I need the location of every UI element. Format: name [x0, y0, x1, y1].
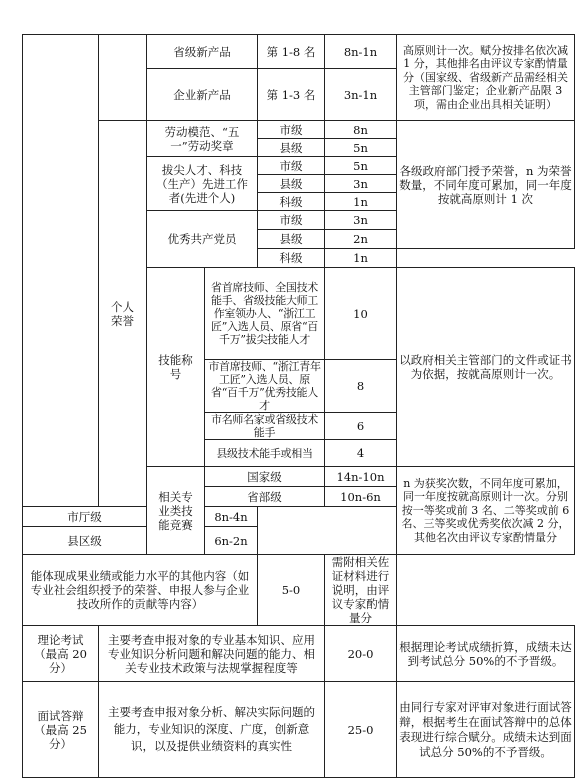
provincial-product-score: 8n-1n [325, 35, 397, 69]
table-row [23, 682, 575, 778]
contest-label: 相关专业类技能竞赛 [147, 467, 205, 555]
table-row [23, 35, 575, 69]
other-achievement-desc: 能体现成果业绩或能力水平的其他内容（如专业社会组织授予的荣誉、申报人参与企业技改所作的贡献等内容） [23, 555, 258, 626]
score-cell: 3n [325, 211, 397, 230]
theory-exam-label: 理论考试（最高 20 分） [23, 626, 99, 682]
score-cell: 5n [325, 157, 397, 175]
contest-note: n 为获奖次数，不同年度可累加，同一年度按就高原则计一次。分别按一等奖或前 3 名、二等奖或前 6 名、三等奖或优秀奖依次减 2 分，其他名次由评议专家酌情量分 [397, 467, 575, 555]
level-cell: 市级 [258, 157, 325, 175]
provincial-product-label: 省级新产品 [147, 35, 258, 69]
level-cell: 县级 [258, 175, 325, 193]
theory-exam-desc: 主要考查申报对象的专业基本知识、应用专业知识分析问题和解决问题的能力、相关专业技术政策与法规掌握程度等 [99, 626, 325, 682]
skill-item-desc: 市名师名家或省级技术能手 [205, 413, 325, 440]
score-cell: 14n-10n [325, 467, 397, 487]
provincial-product-rank: 第 1-8 名 [258, 35, 325, 69]
level-cell: 国家级 [205, 467, 325, 487]
level-cell: 市级 [258, 121, 325, 139]
level-cell: 省部级 [205, 487, 325, 507]
theory-exam-note: 根据理论考试成绩折算，成绩未达到考试总分 50%的不予晋级。 [397, 626, 575, 682]
gov-honor-note: 各级政府部门授予荣誉，n 为荣誉数量，不同年度可累加，同一年度按就高原则计 1 次 [397, 121, 575, 249]
table-row [23, 121, 575, 139]
enterprise-product-label: 企业新产品 [147, 69, 258, 121]
score-cell: 6n-2n [205, 527, 258, 555]
score-cell: 8n [325, 121, 397, 139]
skill-item-desc: 省首席技师、全国技术能手、省级技能大师工作室领办人、“浙江工匠”入选人员、原省“百千万”拔尖技能人才 [205, 268, 325, 360]
personal-honor-label: 个人荣誉 [99, 121, 147, 507]
table-row [23, 555, 575, 626]
interview-label: 面试答辩（最高 25 分） [23, 682, 99, 778]
interview-note: 由同行专家对评审对象进行面试答辩，根据考生在面试答辩中的总体表现进行综合赋分。成绩未达到面试总分 50%的不予晋级。 [397, 682, 575, 778]
level-cell: 市厅级 [23, 507, 147, 527]
score-cell: 6 [325, 413, 397, 440]
score-cell: 3n [325, 175, 397, 193]
subcategory-cell-empty [99, 35, 147, 121]
skill-item-desc: 县级技术能手或相当 [205, 440, 325, 467]
score-cell: 10n-6n [325, 487, 397, 507]
interview-desc: 主要考查申报对象分析、解决实际问题的能力，专业知识的深度、广度，创新意识，以及提供业绩资料的真实性 [99, 682, 325, 778]
score-cell: 8 [325, 360, 397, 413]
labor-model-label: 劳动模范、“五一”劳动奖章 [147, 121, 258, 157]
category-cell-empty [23, 35, 99, 507]
score-cell: 2n [325, 230, 397, 249]
other-achievement-note: 需附相关佐证材料进行说明，由评议专家酌情量分 [325, 555, 397, 626]
product-note: 高原则计一次。赋分按排名依次减 1 分，其他排名由评议专家酌情量分（国家级、省级新产品需经相关主管部门鉴定；企业新产品限 3 项，需由企业出具相关证明） [397, 35, 575, 121]
level-cell: 县级 [258, 139, 325, 157]
skill-item-desc: 市首席技师、“浙江青年工匠”入选人员、原省“百千万”优秀技能人才 [205, 360, 325, 413]
table-row [23, 626, 575, 682]
skill-title-label: 技能称号 [147, 268, 205, 467]
score-cell: 1n [325, 249, 397, 268]
interview-score: 25-0 [325, 682, 397, 778]
party-member-label: 优秀共产党员 [147, 211, 258, 268]
other-achievement-score: 5-0 [258, 555, 325, 626]
score-cell: 4 [325, 440, 397, 467]
enterprise-product-rank: 第 1-3 名 [258, 69, 325, 121]
score-cell: 1n [325, 193, 397, 211]
theory-exam-score: 20-0 [325, 626, 397, 682]
score-cell: 5n [325, 139, 397, 157]
enterprise-product-score: 3n-1n [325, 69, 397, 121]
score-cell: 8n-4n [205, 507, 258, 527]
level-cell: 县级 [258, 230, 325, 249]
score-cell: 10 [325, 268, 397, 360]
level-cell: 市级 [258, 211, 325, 230]
skill-note: 以政府相关主管部门的文件或证书为依据，按就高原则计一次。 [397, 268, 575, 467]
talent-label: 拔尖人才、科技（生产）先进工作者(先进个人) [147, 157, 258, 211]
level-cell: 科级 [258, 193, 325, 211]
level-cell: 县区级 [23, 527, 147, 555]
scoring-table [22, 34, 575, 778]
level-cell: 科级 [258, 249, 325, 268]
